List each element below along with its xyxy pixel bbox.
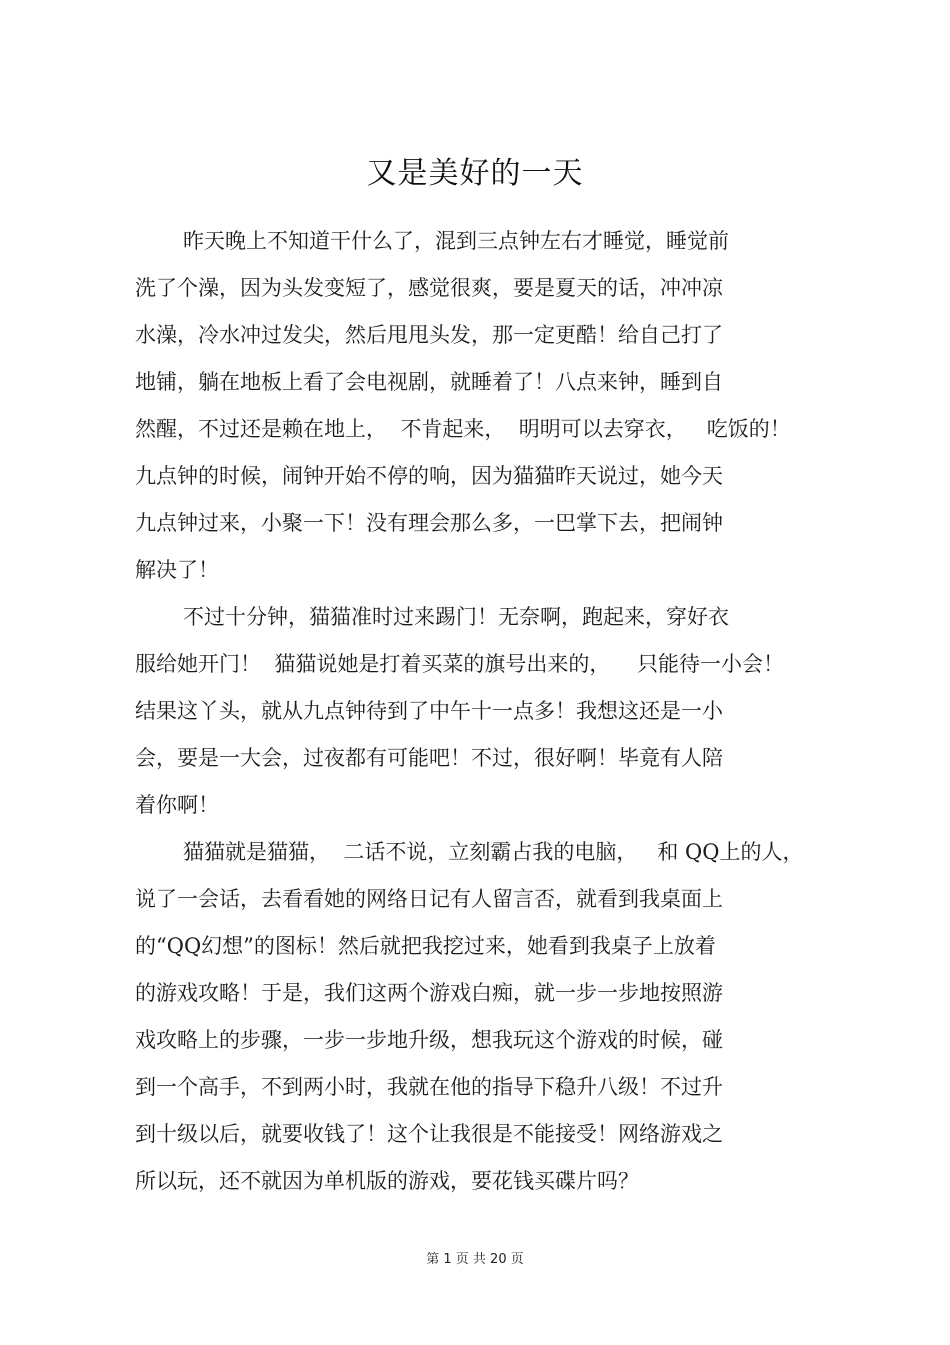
paragraph-2 — [135, 594, 815, 829]
text-line: 的游戏攻略！于是，我们这两个游戏白痴，就一步一步地按照游 — [135, 981, 723, 1005]
document-body — [135, 218, 815, 1205]
text-line: 猫猫就是猫猫， 二话不说，立刻霸占我的电脑， 和 QQ上的人， — [183, 840, 804, 864]
text-line: 解决了！ — [135, 558, 219, 582]
text-line: 结果这丫头，就从九点钟待到了中午十一点多！我想这还是一小 — [135, 699, 723, 723]
text-line: 水澡，冷水冲过发尖，然后甩甩头发，那一定更酷！给自己打了 — [135, 323, 723, 347]
text-line: 戏攻略上的步骤，一步一步地升级，想我玩这个游戏的时候，碰 — [135, 1028, 723, 1052]
document-title: 又是美好的一天 — [366, 156, 584, 191]
text-line: 然醒，不过还是赖在地上， 不肯起来， 明明可以去穿衣， 吃饭的！ — [135, 417, 791, 441]
text-line: 地铺，躺在地板上看了会电视剧，就睡着了！八点来钟，睡到自 — [135, 370, 723, 394]
paragraph-1 — [135, 218, 815, 594]
text-line: 的“QQ幻想”的图标！然后就把我挖过来，她看到我桌子上放着 — [135, 934, 716, 958]
text-line: 着你啊！ — [135, 793, 219, 817]
text-line: 不过十分钟，猫猫准时过来踢门！无奈啊，跑起来，穿好衣 — [183, 605, 729, 629]
text-line: 九点钟的时候，闹钟开始不停的响，因为猫猫昨天说过，她今天 — [135, 464, 723, 488]
text-line: 昨天晚上不知道干什么了，混到三点钟左右才睡觉，睡觉前 — [183, 229, 729, 253]
text-line: 会，要是一大会，过夜都有可能吧！不过，很好啊！毕竟有人陪 — [135, 746, 723, 770]
text-line: 九点钟过来，小聚一下！没有理会那么多，一巴掌下去，把闹钟 — [135, 511, 723, 535]
text-line: 说了一会话，去看看她的网络日记有人留言否，就看到我桌面上 — [135, 887, 723, 911]
text-line: 到十级以后，就要收钱了！这个让我很是不能接受！网络游戏之 — [135, 1122, 723, 1146]
text-line: 所以玩，还不就因为单机版的游戏，要花钱买碟片吗？ — [135, 1169, 639, 1193]
text-line: 到一个高手，不到两小时，我就在他的指导下稳升八级！不过升 — [135, 1075, 723, 1099]
paragraph-3 — [135, 829, 815, 1205]
page-footer: 第 1 页 共 20 页 — [426, 1252, 524, 1267]
text-line: 洗了个澡，因为头发变短了，感觉很爽，要是夏天的话，冲冲凉 — [135, 276, 723, 300]
text-line: 服给她开门！ 猫猫说她是打着买菜的旗号出来的， 只能待一小会！ — [135, 652, 785, 676]
